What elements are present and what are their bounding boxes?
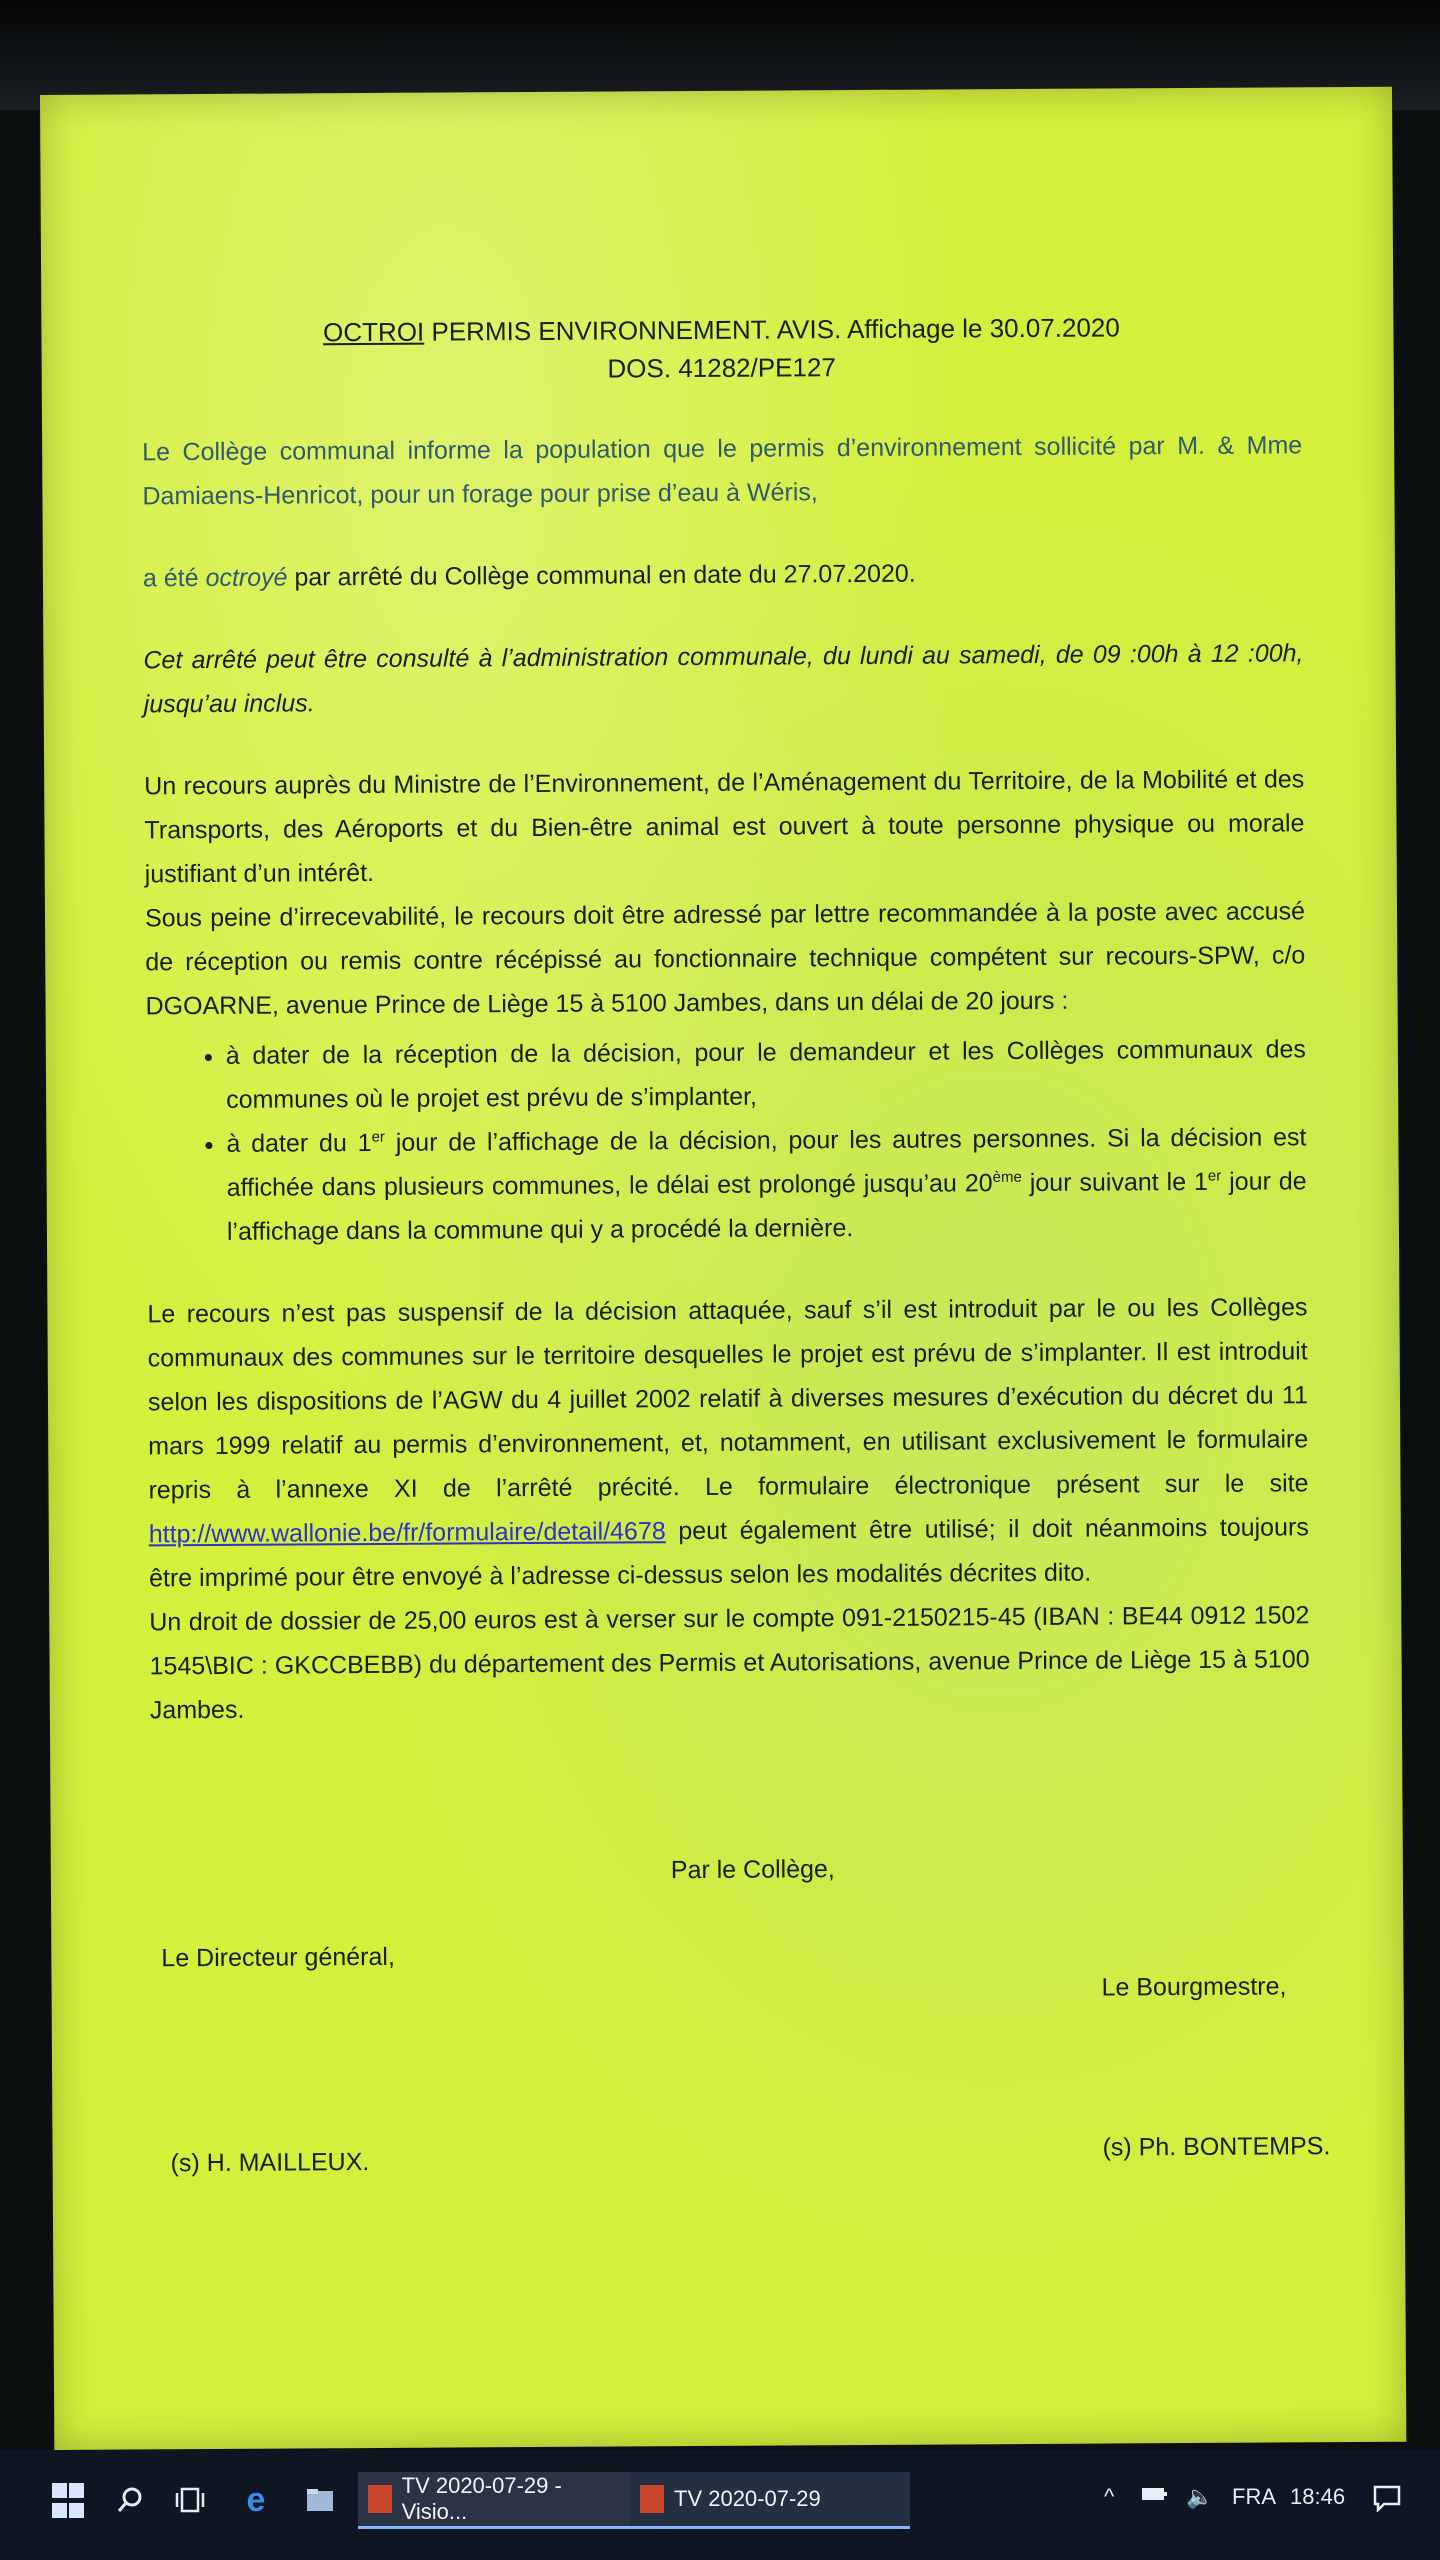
powerpoint-icon — [368, 2485, 392, 2513]
delay-list — [146, 1027, 1307, 1254]
document-title — [141, 307, 1301, 390]
suspensif-text-b: peut également être utilisé; il doit néanmoins toujours être imprimé pour être envoyé à l’adresse ci-dessus selon les modalités décrites dito. — [148, 1513, 1309, 1593]
delay-item-2-a: à dater du 1 — [226, 1128, 372, 1158]
sup-eme: ème — [992, 1168, 1022, 1186]
powerpoint-icon — [640, 2485, 664, 2513]
paragraph-octroye — [143, 549, 1303, 600]
task-view-icon[interactable] — [170, 2480, 210, 2520]
paragraph-recours: Un recours auprès du Ministre de l’Environnement, de l’Aménagement du Territoire, de la Mobilité et des Transports, des Aéroports et du Bien-être animal est ouvert à toute personne physique ou morale justifiant d’un intérêt. — [144, 765, 1305, 889]
formulaire-link[interactable]: http://www.wallonie.be/fr/formulaire/detail/4678 — [148, 1517, 666, 1549]
app-visio-label: TV 2020-07-29 - Visio... — [401, 2473, 562, 2524]
speaker-icon[interactable]: 🔈 — [1186, 2484, 1214, 2509]
title-rest: PERMIS ENVIRONNEMENT. AVIS. Affichage le 30.07.2020 — [424, 312, 1120, 347]
windows-start-icon[interactable] — [50, 2480, 86, 2520]
taskbar-app-tv[interactable] — [630, 2472, 910, 2529]
octroye-prefix: a été — [142, 563, 206, 593]
delay-item-1: • à dater de la réception de la décision, pour le demandeur et les Collèges communaux des communes où le projet est prévu de s’implanter, — [226, 1027, 1307, 1122]
par-le-college: Par le Collège, — [670, 1855, 835, 1885]
battery-icon[interactable] — [1140, 2484, 1170, 2510]
chevron-up-icon[interactable]: ^ — [1104, 2484, 1115, 2509]
language-indicator[interactable]: FRA — [1232, 2484, 1276, 2509]
delay-item-2-b: jour de l’affichage de la décision, pour les autres personnes. Si la décision est affichée dans plusieurs communes, le délai est prolongé jusqu’au 20 — [226, 1123, 1307, 1202]
paragraph-suspensif — [147, 1285, 1309, 1600]
document-body — [141, 307, 1310, 1732]
signature-mailleux: (s) H. MAILLEUX. — [170, 2148, 370, 2178]
paragraph-droit-dossier: Un droit de dossier de 25,00 euros est à verser sur le compte 091-2150215-45 (IBAN : BE44 0912 1502 1545\BIC : GKCCBEBB) du département des Permis et Autorisations, avenue Prince de Liège 15 à 5100 Jambes. — [149, 1601, 1310, 1725]
edge-icon[interactable]: e — [246, 2480, 266, 2519]
directeur-general-label: Le Directeur général, — [161, 1942, 395, 1973]
document-page — [40, 87, 1406, 2450]
bourgmestre-label: Le Bourgmestre, — [1101, 1972, 1287, 2002]
octroye-suffix: par arrêté du Collège communal en date du 27.07.2020. — [287, 559, 916, 592]
signature-bontemps: (s) Ph. BONTEMPS. — [1102, 2132, 1331, 2162]
title-octroi: OCTROI — [323, 316, 425, 348]
notification-icon[interactable] — [1372, 2484, 1402, 2518]
windows-taskbar — [0, 2450, 1440, 2560]
octroye-word: octroyé — [205, 563, 288, 592]
paragraph-irrecevabilite: Sous peine d’irrecevabilité, le recours doit être adressé par lettre recommandée à la poste avec accusé de réception ou remis contre récépissé au fonctionnaire technique compétent sur recours-SPW, c/o DGOARNE, avenue Prince de Liège 15 à 5100 Jambes, dans un délai de 20 jours : — [144, 897, 1306, 1021]
file-explorer-icon[interactable] — [300, 2480, 340, 2520]
paragraph-intro: Le Collège communal informe la population que le permis d’environnement sollicité par M. & Mme Damiaens-Henricot, pour un forage pour prise d’eau à Wéris, — [142, 431, 1303, 511]
sup-er-1: er — [371, 1128, 385, 1146]
clock[interactable]: 18:46 — [1290, 2484, 1346, 2509]
dossier-number: DOS. 41282/PE127 — [607, 352, 836, 384]
search-icon[interactable] — [110, 2480, 150, 2520]
sup-er-2: er — [1207, 1167, 1222, 1185]
delay-item-2-c: jour suivant le 1 — [1021, 1167, 1208, 1198]
paragraph-consultation: Cet arrêté peut être consulté à l’administration communale, du lundi au samedi, de 09 :00h à 12 :00h, jusqu’au inclus. — [143, 639, 1304, 719]
delay-item-2 — [226, 1115, 1307, 1254]
suspensif-text-a: Le recours n’est pas suspensif de la décision attaquée, sauf s’il est introduit par le ou les Collèges communaux des communes sur le territoire desquelles le projet est prévu de s’implanter. Il est introduit selon les dispositions de l’AGW du 4 juillet 2002 relatif à diverses mesures d’exécution du décret du 11 mars 1999 relatif au permis d’environnement, et, notamment, en utilisant exclusivement le formulaire repris à l’annexe XI de l’arrêté précité. Le formulaire électronique présent sur le site — [147, 1293, 1309, 1505]
app-tv-label: TV 2020-07-29 — [674, 2486, 821, 2511]
taskbar-app-visio[interactable] — [358, 2472, 640, 2529]
delay-item-2-d: jour de l’affichage dans la commune qui y a procédé la dernière. — [226, 1167, 1307, 1246]
